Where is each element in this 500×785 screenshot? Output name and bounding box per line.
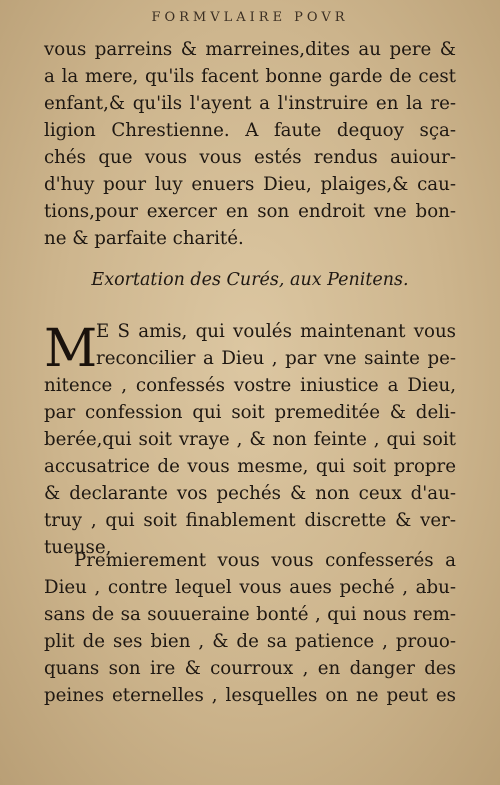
text-line: ligion Chrestienne. A faute dequoy sça- [44,120,456,141]
running-head: FORMVLAIRE POVR [151,10,349,25]
text-line: a la mere, qu'ils facent bonne garde de cest [44,66,456,87]
text-line: nitence , confessés vostre iniustice a Dieu, [44,375,456,396]
text-line: Dieu , contre lequel vous aues peché , abu- [44,577,456,598]
paragraph-3 [44,547,456,709]
paragraph-1 [44,36,456,252]
text-line: tueuse, [44,537,112,558]
section-heading: Exortation des Curés, aux Penitens. [91,270,409,290]
text-line: peines eternelles , lesquelles on ne peut es [44,685,456,706]
drop-cap-initial: M [44,319,98,379]
text-line: par confession qui soit premeditée & deli- [44,402,456,423]
paragraph-2-first-line [96,318,456,345]
text-line: berée,qui soit vraye , & non feinte , qui soit [44,429,456,450]
text-line: accusatrice de vous mesme, qui soit propre [44,456,456,477]
text-line: plit de ses bien , & de sa patience , prouo- [44,631,456,652]
text-line: d'huy pour luy enuers Dieu, plaiges,& cau- [44,174,456,195]
text-line: enfant,& qu'ils l'ayent a l'instruire en la re- [44,93,456,114]
text-line: Premierement vous vous confesserés a [74,550,456,571]
text-line: reconcilier a Dieu , par vne sainte pe- [96,348,456,369]
text-line: sans de sa souueraine bonté , qui nous rem- [44,604,456,625]
text-line: chés que vous vous estés rendus auiour- [44,147,456,168]
text-line: vous parreins & marreines,dites au pere & [44,39,456,60]
text-line: quans son ire & courroux , en danger des [44,658,456,679]
text-line: E S amis, qui voulés maintenant vous [96,321,456,342]
text-line: tions,pour exercer en son endroit vne bon- [44,201,456,222]
text-line: ne & parfaite charité. [44,228,244,249]
text-line: truy , qui soit finablement discrette & ver- [44,510,456,531]
paragraph-2 [44,345,456,561]
text-line: & declarante vos pechés & non ceux d'au- [44,483,456,504]
